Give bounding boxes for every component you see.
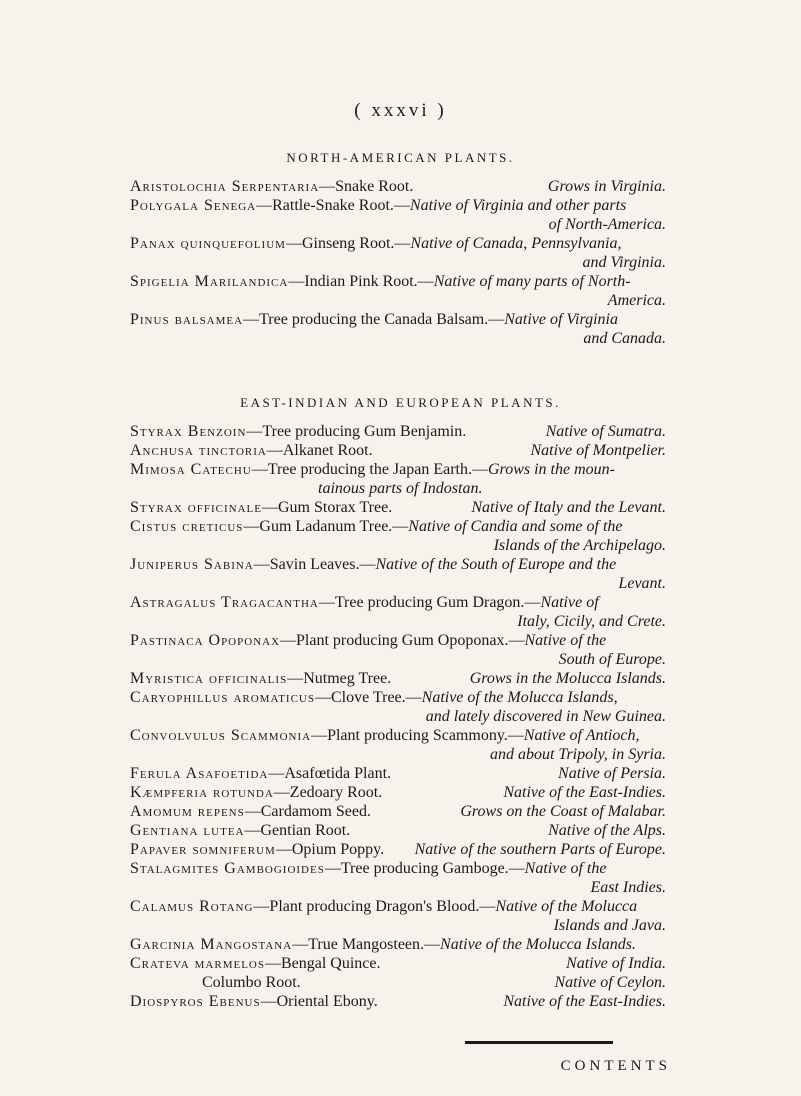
plant-entry xyxy=(130,272,666,310)
plant-description: —Tree producing Gum Dragon.— xyxy=(318,594,541,611)
plant-entry xyxy=(130,897,666,935)
native-region: Native of Persia. xyxy=(558,765,666,782)
native-region-continued: and lately discovered in New Guinea. xyxy=(425,708,666,725)
botanical-name: Crateva marmelos xyxy=(130,955,265,972)
plant-entry xyxy=(130,631,666,669)
native-region: Native of the East-Indies. xyxy=(503,784,666,801)
native-region: Native of Antioch, xyxy=(523,727,640,744)
botanical-name: Calamus Rotang xyxy=(130,898,254,915)
plant-entry xyxy=(130,555,666,593)
botanical-name: Mimosa Catechu xyxy=(130,461,252,478)
botanical-name: Juniperus Sabina xyxy=(130,556,254,573)
plant-description: —Tree producing the Canada Balsam.— xyxy=(243,311,505,328)
botanical-name: Amomum repens xyxy=(130,803,245,820)
native-region: Native of Canada, Pennsylvania, xyxy=(410,235,622,252)
native-region: Grows on the Coast of Malabar. xyxy=(460,803,666,820)
plant-entry xyxy=(130,783,666,802)
native-region: Grows in the moun- xyxy=(488,461,615,478)
plant-entry xyxy=(130,973,666,992)
botanical-name: Myristica officinalis xyxy=(130,670,288,687)
plant-description: —Savin Leaves.— xyxy=(253,556,376,573)
native-region: Native of Virginia xyxy=(504,311,618,328)
plant-entry xyxy=(130,422,666,441)
plant-entry xyxy=(130,992,666,1011)
botanical-name: Astragalus Tragacantha xyxy=(130,594,319,611)
native-region: Native of the southern Parts of Europe. xyxy=(414,841,666,858)
native-region: Native of Italy and the Levant. xyxy=(471,499,666,516)
plant-description: —Tree producing the Japan Earth.— xyxy=(251,461,488,478)
botanical-name: Convolvulus Scammonia xyxy=(130,727,312,744)
section-heading-east-indian-european: EAST-INDIAN AND EUROPEAN PLANTS. xyxy=(240,395,561,410)
botanical-name: Papaver somniferum xyxy=(130,841,276,858)
plant-description: —Plant producing Gum Opoponax.— xyxy=(280,632,525,649)
botanical-name: Cistus creticus xyxy=(130,518,244,535)
plant-entry xyxy=(130,764,666,783)
plant-description: —Tree producing Gamboge.— xyxy=(324,860,525,877)
section-heading-north-american: NORTH-AMERICAN PLANTS. xyxy=(286,150,515,165)
botanical-name: Garcinia Mangostana xyxy=(130,936,293,953)
botanical-name: Polygala Senega xyxy=(130,197,257,214)
plant-entry xyxy=(130,196,666,234)
native-region: Native of the xyxy=(524,860,607,877)
native-region-continued: Italy, Cicily, and Crete. xyxy=(517,613,666,630)
botanical-name: Diospyros Ebenus xyxy=(130,993,261,1010)
plant-description: —Plant producing Dragon's Blood.— xyxy=(253,898,496,915)
plant-description: —Cardamom Seed. xyxy=(244,803,371,820)
botanical-name: Kæmpferia rotunda xyxy=(130,784,274,801)
plant-entry xyxy=(130,726,666,764)
plant-description: —Plant producing Scammony.— xyxy=(311,727,524,744)
native-region: Native of the Molucca Islands, xyxy=(421,689,618,706)
plant-description: —Bengal Quince. xyxy=(264,955,381,972)
botanical-name: Anchusa tinctoria xyxy=(130,442,267,459)
native-region: Native of many parts of North- xyxy=(433,273,631,290)
botanical-name: Pinus balsamea xyxy=(130,311,244,328)
botanical-name: Styrax Benzoin xyxy=(130,423,247,440)
botanical-name: Ferula Asafoetida xyxy=(130,765,269,782)
page-number: ( xxxvi ) xyxy=(354,100,447,121)
plant-entry xyxy=(130,669,666,688)
botanical-name: Aristolochia Serpentaria xyxy=(130,178,320,195)
plant-description: Columbo Root. xyxy=(202,974,301,991)
native-region: Native of Sumatra. xyxy=(545,423,666,440)
botanical-name: Gentiana lutea xyxy=(130,822,245,839)
plant-description: —Gentian Root. xyxy=(244,822,351,839)
plant-description: —Oriental Ebony. xyxy=(260,993,378,1010)
plant-entry xyxy=(130,460,666,498)
botanical-name: Stalagmites Gambogioides xyxy=(130,860,325,877)
native-region-continued: Levant. xyxy=(618,575,666,592)
botanical-name: Caryophillus aromaticus xyxy=(130,689,315,706)
plant-entry xyxy=(130,935,666,954)
native-region-continued: tainous parts of Indostan. xyxy=(318,480,483,497)
plant-description: —Zedoary Root. xyxy=(273,784,383,801)
botanical-name: Spigelia Marilandica xyxy=(130,273,289,290)
plant-entry xyxy=(130,498,666,517)
plant-entry xyxy=(130,234,666,272)
plant-description: —Gum Storax Tree. xyxy=(261,499,393,516)
plant-description: —Indian Pink Root.— xyxy=(288,273,434,290)
plant-entry xyxy=(130,840,666,859)
plant-entry xyxy=(130,954,666,973)
plant-description: —Opium Poppy. xyxy=(275,841,385,858)
plant-description: —Tree producing Gum Benjamin. xyxy=(246,423,467,440)
catchword: CONTENTS xyxy=(560,1058,671,1074)
plant-entry xyxy=(130,821,666,840)
native-region: Native of Virginia and other parts xyxy=(409,197,627,214)
plant-entry xyxy=(130,441,666,460)
botanical-name: Pastinaca Opoponax xyxy=(130,632,281,649)
plant-entry xyxy=(130,802,666,821)
native-region: Native of India. xyxy=(566,955,666,972)
native-region-continued: and about Tripoly, in Syria. xyxy=(489,746,666,763)
plant-description: —Snake Root. xyxy=(319,178,414,195)
native-region-continued: of North-America. xyxy=(548,216,666,233)
native-region-continued: America. xyxy=(607,292,666,309)
native-region: Native of Candia and some of the xyxy=(408,518,623,535)
plant-description: —Ginseng Root.— xyxy=(285,235,411,252)
plant-entry xyxy=(130,593,666,631)
botanical-name: Panax quinquefolium xyxy=(130,235,286,252)
native-region: Grows in Virginia. xyxy=(547,178,666,195)
native-region: Native of Montpelier. xyxy=(530,442,666,459)
native-region: Native of the South of Europe and the xyxy=(375,556,617,573)
native-region-continued: East Indies. xyxy=(590,879,666,896)
native-region-continued: and Virginia. xyxy=(582,254,666,271)
plant-description: —Alkanet Root. xyxy=(266,442,373,459)
plant-description: —Clove Tree.— xyxy=(314,689,422,706)
native-region-continued: and Canada. xyxy=(583,330,666,347)
native-region-continued: South of Europe. xyxy=(558,651,666,668)
native-region: Native of xyxy=(540,594,599,611)
native-region: Native of Ceylon. xyxy=(554,974,666,991)
native-region: Native of the Alps. xyxy=(548,822,666,839)
plant-description: —Asafœtida Plant. xyxy=(268,765,392,782)
ornamental-rule xyxy=(465,1041,613,1044)
native-region: Grows in the Molucca Islands. xyxy=(469,670,666,687)
plant-description: —Gum Ladanum Tree.— xyxy=(243,518,409,535)
native-region: Native of the East-Indies. xyxy=(503,993,666,1010)
botanical-name: Styrax officinale xyxy=(130,499,262,516)
native-region: Native of the xyxy=(524,632,607,649)
plant-entry xyxy=(130,688,666,726)
plant-entry xyxy=(130,310,666,348)
plant-description: —True Mangosteen.— xyxy=(292,936,441,953)
native-region: Native of the Molucca Islands. xyxy=(440,936,636,953)
plant-description: —Rattle-Snake Root.— xyxy=(256,197,410,214)
plant-description: —Nutmeg Tree. xyxy=(287,670,392,687)
native-region-continued: Islands of the Archipelago. xyxy=(493,537,666,554)
plant-entry xyxy=(130,517,666,555)
native-region-continued: Islands and Java. xyxy=(553,917,666,934)
plant-entry xyxy=(130,177,666,196)
native-region: Native of the Molucca xyxy=(495,898,638,915)
plant-entry xyxy=(130,859,666,897)
